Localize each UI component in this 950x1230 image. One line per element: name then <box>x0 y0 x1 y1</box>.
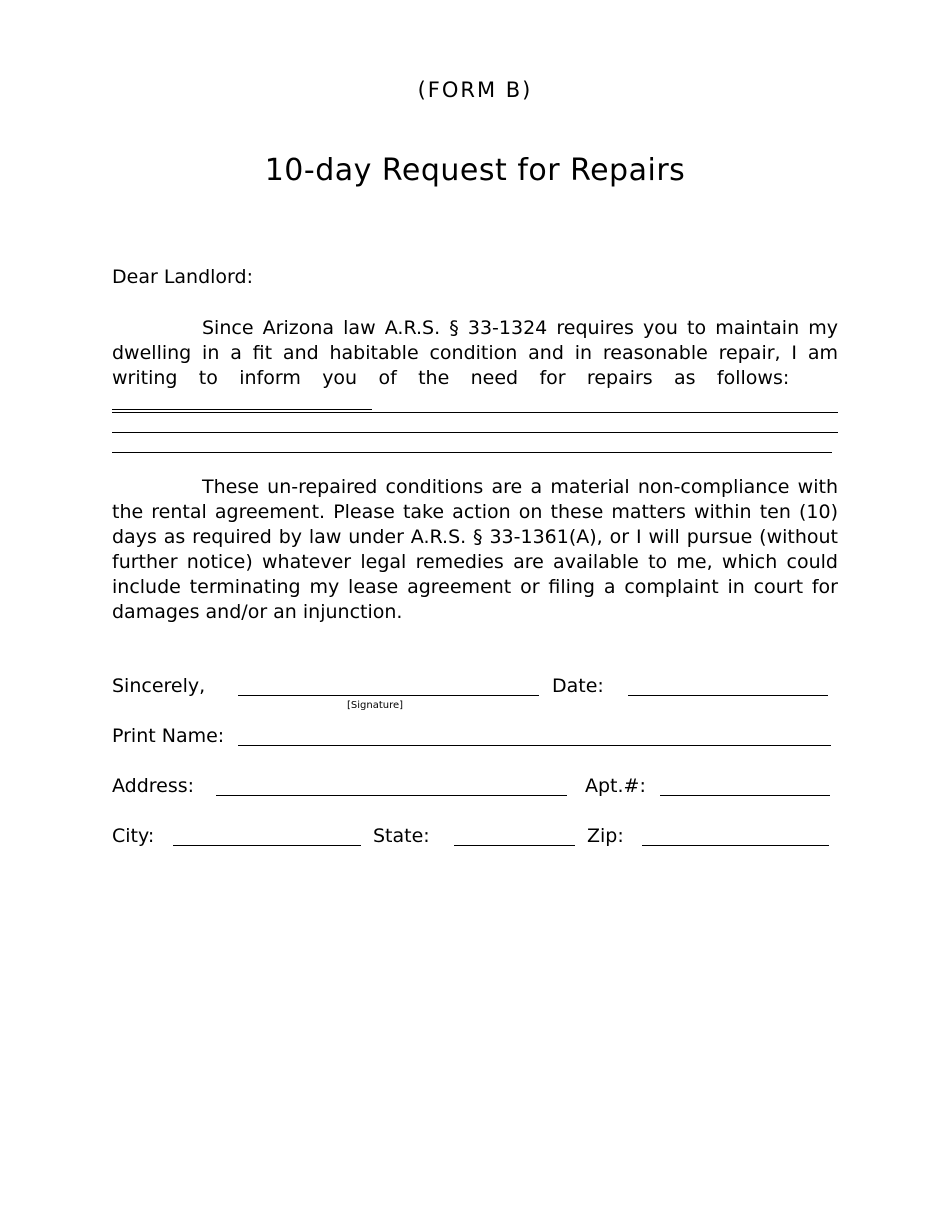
print-name-label: Print Name: <box>112 725 225 747</box>
signature-field[interactable] <box>238 695 539 696</box>
sincerely-label: Sincerely, <box>112 675 206 697</box>
document-title: 10-day Request for Repairs <box>264 153 686 188</box>
greeting: Dear Landlord: <box>112 266 253 288</box>
signature-caption: [Signature] <box>347 700 404 711</box>
paragraph-repairs-request-text: Since Arizona law A.R.S. § 33-1324 requires you to maintain my dwelling in a fit and habitable condition and in reasonable repair, I am writing to inform you of the need for repairs as follows: <box>112 317 838 389</box>
paragraph-repairs-request <box>112 316 838 417</box>
repairs-line-2[interactable] <box>112 432 838 433</box>
apt-field[interactable] <box>660 795 830 796</box>
address-field[interactable] <box>216 795 567 796</box>
city-field[interactable] <box>173 845 361 846</box>
date-label: Date: <box>552 675 604 697</box>
form-label: (FORM B) <box>417 78 533 102</box>
zip-field[interactable] <box>642 845 829 846</box>
repairs-line-3[interactable] <box>112 452 832 453</box>
address-label: Address: <box>112 775 195 797</box>
repairs-inline-field[interactable] <box>112 391 372 410</box>
paragraph-non-compliance: These un-repaired conditions are a material non-compliance with the rental agreement. Please take action on these matters within ten (10) days as required by law under A.R.S. § 33-1361(A), or I will pursue (without further notice) whatever legal remedies are available to me, which could include terminating my lease agreement or filing a complaint in court for damages and/or an injunction. <box>112 476 838 623</box>
state-field[interactable] <box>454 845 575 846</box>
state-label: State: <box>373 825 430 847</box>
repairs-line-1[interactable] <box>112 412 838 413</box>
apt-label: Apt.#: <box>585 775 646 797</box>
zip-label: Zip: <box>587 825 624 847</box>
date-field[interactable] <box>628 695 828 696</box>
print-name-field[interactable] <box>238 745 831 746</box>
city-label: City: <box>112 825 155 847</box>
